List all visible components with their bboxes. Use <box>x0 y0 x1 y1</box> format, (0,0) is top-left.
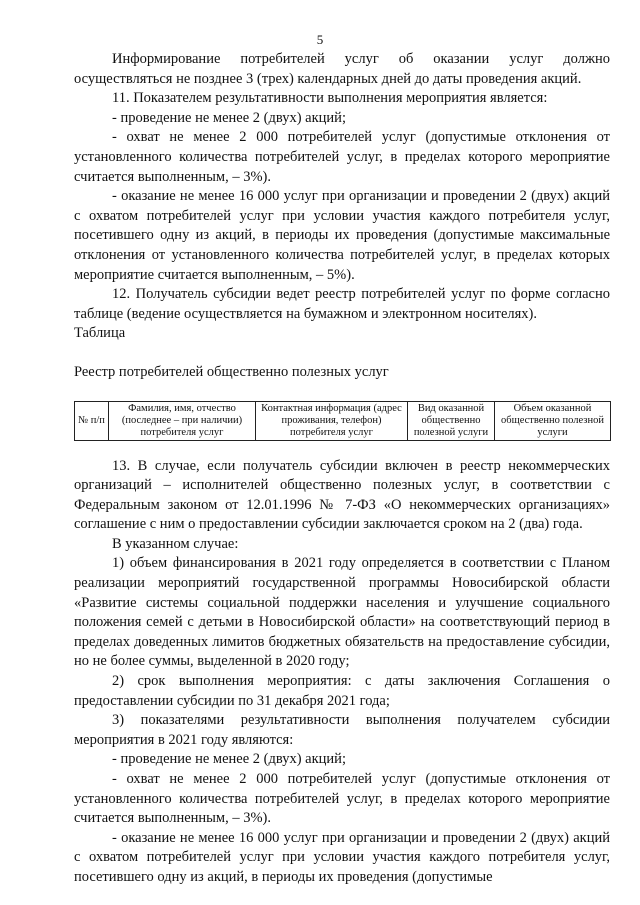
paragraph-item-12: 12. Получатель субсидии ведет реестр потребителей услуг по форме согласно таблице (ведение осуществляется на бумажном и электронном носителях). <box>74 286 610 322</box>
paragraph-item-11: 11. Показателем результативности выполнения мероприятия является: <box>112 90 548 107</box>
paragraph-deadline: 2) срок выполнения мероприятия: с даты заключения Соглашения о предоставлении субсидии по 31 декабря 2021 года; <box>74 673 610 709</box>
registry-table <box>74 401 611 441</box>
header-service-volume: Объем оказанной общественно полезной услуги <box>495 401 611 440</box>
paragraph-in-this-case: В указанном случае: <box>112 535 239 552</box>
table-caption: Таблица <box>74 325 126 342</box>
table-header-row <box>75 401 611 440</box>
header-contact-info: Контактная информация (адрес проживания, телефон) потребителя услуг <box>256 401 408 440</box>
paragraph-funding-volume: 1) объем финансирования в 2021 году определяется в соответствии с Планом реализации мероприятий государственной программы Новосибирской области «Развитие системы социальной поддержки населения и улучшение социального положения семей с детьми в Новосибирской области» на соответствующий период в пределах доведенных лимитов бюджетных обязательств на предоставление субсидии, но не более суммы, выделенной в 2020 году; <box>74 555 610 670</box>
page-content <box>74 50 610 888</box>
paragraph-actions-count: - проведение не менее 2 (двух) акций; <box>112 109 346 126</box>
paragraph-services-count-2021: - оказание не менее 16 000 услуг при организации и проведении 2 (двух) акций с охватом потребителей услуг при условии участия каждого потребителя услуг, посетившего одну из акций, в периоды их проведения (допустимые <box>74 829 610 885</box>
paragraph-services-count: - оказание не менее 16 000 услуг при организации и проведении 2 (двух) акций с охватом потребителей услуг при условии участия каждого потребителя услуг, посетившего одну из акций, в периоды их проведения (допустимые максимальные отклонения от установленного количества потребителей услуг, в пределах которых мероприятие считается выполненным, – 5%). <box>74 188 610 283</box>
spacer <box>74 441 610 457</box>
paragraph-informing: Информирование потребителей услуг об оказании услуг должно осуществляться не позднее 3 (трех) календарных дней до даты проведения акций. <box>74 51 610 87</box>
paragraph-item-13: 13. В случае, если получатель субсидии включен в реестр некоммерческих организаций – исполнителей общественно полезных услуг, в соответствии с Федеральным законом от 12.01.1996 № 7-ФЗ «О некоммерческих организациях» соглашение с ним о предоставлении субсидии заключается сроком на 2 (два) года. <box>74 457 610 533</box>
header-full-name: Фамилия, имя, отчество (последнее – при наличии) потребителя услуг <box>109 401 256 440</box>
header-number: № п/п <box>75 401 109 440</box>
paragraph-indicators-2021: 3) показателями результативности выполнения получателем субсидии мероприятия в 2021 году являются: <box>74 712 610 748</box>
page-number: 5 <box>316 32 324 47</box>
header-service-type: Вид оказанной общественно полезной услуги <box>408 401 495 440</box>
paragraph-coverage-2021: - охват не менее 2 000 потребителей услуг (допустимые отклонения от установленного количества потребителей услуг, в пределах которого мероприятие считается выполненным, – 3%). <box>74 771 610 827</box>
paragraph-coverage: - охват не менее 2 000 потребителей услуг (допустимые отклонения от установленного количества потребителей услуг, в пределах которого мероприятие считается выполненным, – 3%). <box>74 129 610 185</box>
paragraph-actions-count-2021: - проведение не менее 2 (двух) акций; <box>112 751 346 768</box>
table-title: Реестр потребителей общественно полезных услуг <box>74 363 389 380</box>
